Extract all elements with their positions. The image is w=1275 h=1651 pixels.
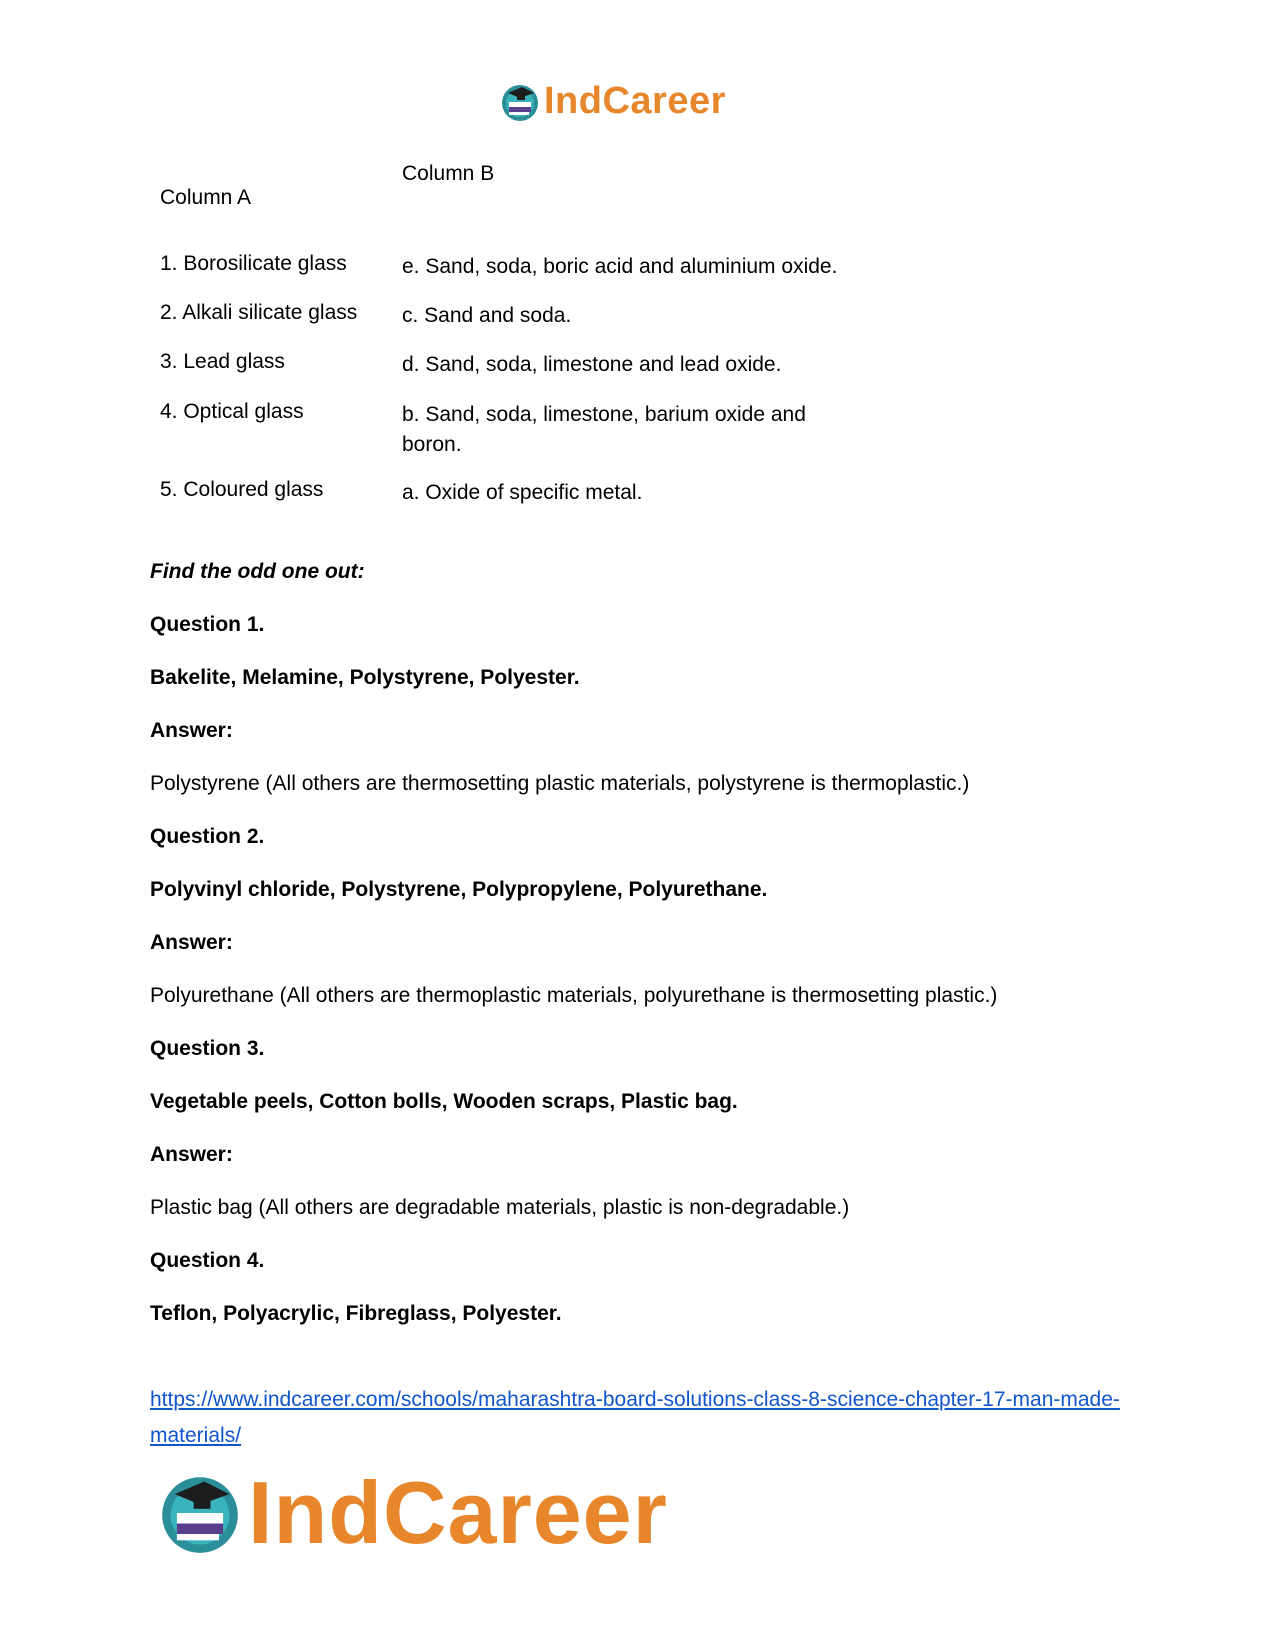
source-link[interactable]: https://www.indcareer.com/schools/maharashtra-board-solutions-class-8-science-chapter-17-man-made-materials/ xyxy=(150,1388,1120,1447)
column-a-header: Column A xyxy=(160,186,252,209)
column-b-cell: c. Sand and soda. xyxy=(402,304,572,327)
column-b-header: Column B xyxy=(402,162,495,185)
answer-label: Answer: xyxy=(150,931,233,954)
answer-text: Polyurethane (All others are thermoplastic materials, polyurethane is thermosetting plastic.) xyxy=(150,984,998,1007)
question-label: Question 2. xyxy=(150,825,265,848)
answer-label: Answer: xyxy=(150,1143,233,1166)
question-prompt: Teflon, Polyacrylic, Fibreglass, Polyester. xyxy=(150,1302,562,1325)
question-label: Question 4. xyxy=(150,1249,265,1272)
question-prompt: Vegetable peels, Cotton bolls, Wooden scraps, Plastic bag. xyxy=(150,1090,738,1113)
question-prompt: Bakelite, Melamine, Polystyrene, Polyester. xyxy=(150,666,580,689)
answer-text: Plastic bag (All others are degradable materials, plastic is non-degradable.) xyxy=(150,1196,850,1219)
graduation-book-icon xyxy=(158,1471,242,1555)
footer-logo xyxy=(158,1462,668,1564)
header-logo xyxy=(500,80,726,123)
column-a-cell: 3. Lead glass xyxy=(160,350,285,373)
question-label: Question 1. xyxy=(150,613,265,636)
answer-text: Polystyrene (All others are thermosetting plastic materials, polystyrene is thermoplastic.) xyxy=(150,772,970,795)
question-prompt: Polyvinyl chloride, Polystyrene, Polypropylene, Polyurethane. xyxy=(150,878,768,901)
logo-wordmark: IndCareer xyxy=(544,80,726,122)
section-title: Find the odd one out: xyxy=(150,560,365,583)
column-a-cell: 4. Optical glass xyxy=(160,400,304,423)
question-label: Question 3. xyxy=(150,1037,265,1060)
column-a-cell: 5. Coloured glass xyxy=(160,478,324,501)
graduation-book-icon xyxy=(500,82,540,122)
column-a-cell: 2. Alkali silicate glass xyxy=(160,301,358,324)
column-b-cell: d. Sand, soda, limestone and lead oxide. xyxy=(402,353,782,376)
logo-wordmark: IndCareer xyxy=(248,1463,668,1562)
column-b-cell: e. Sand, soda, boric acid and aluminium oxide. xyxy=(402,255,838,278)
column-b-cell: b. Sand, soda, limestone, barium oxide and boron. xyxy=(402,403,806,456)
answer-label: Answer: xyxy=(150,719,233,742)
column-a-cell: 1. Borosilicate glass xyxy=(160,252,347,275)
column-b-cell: a. Oxide of specific metal. xyxy=(402,481,643,504)
